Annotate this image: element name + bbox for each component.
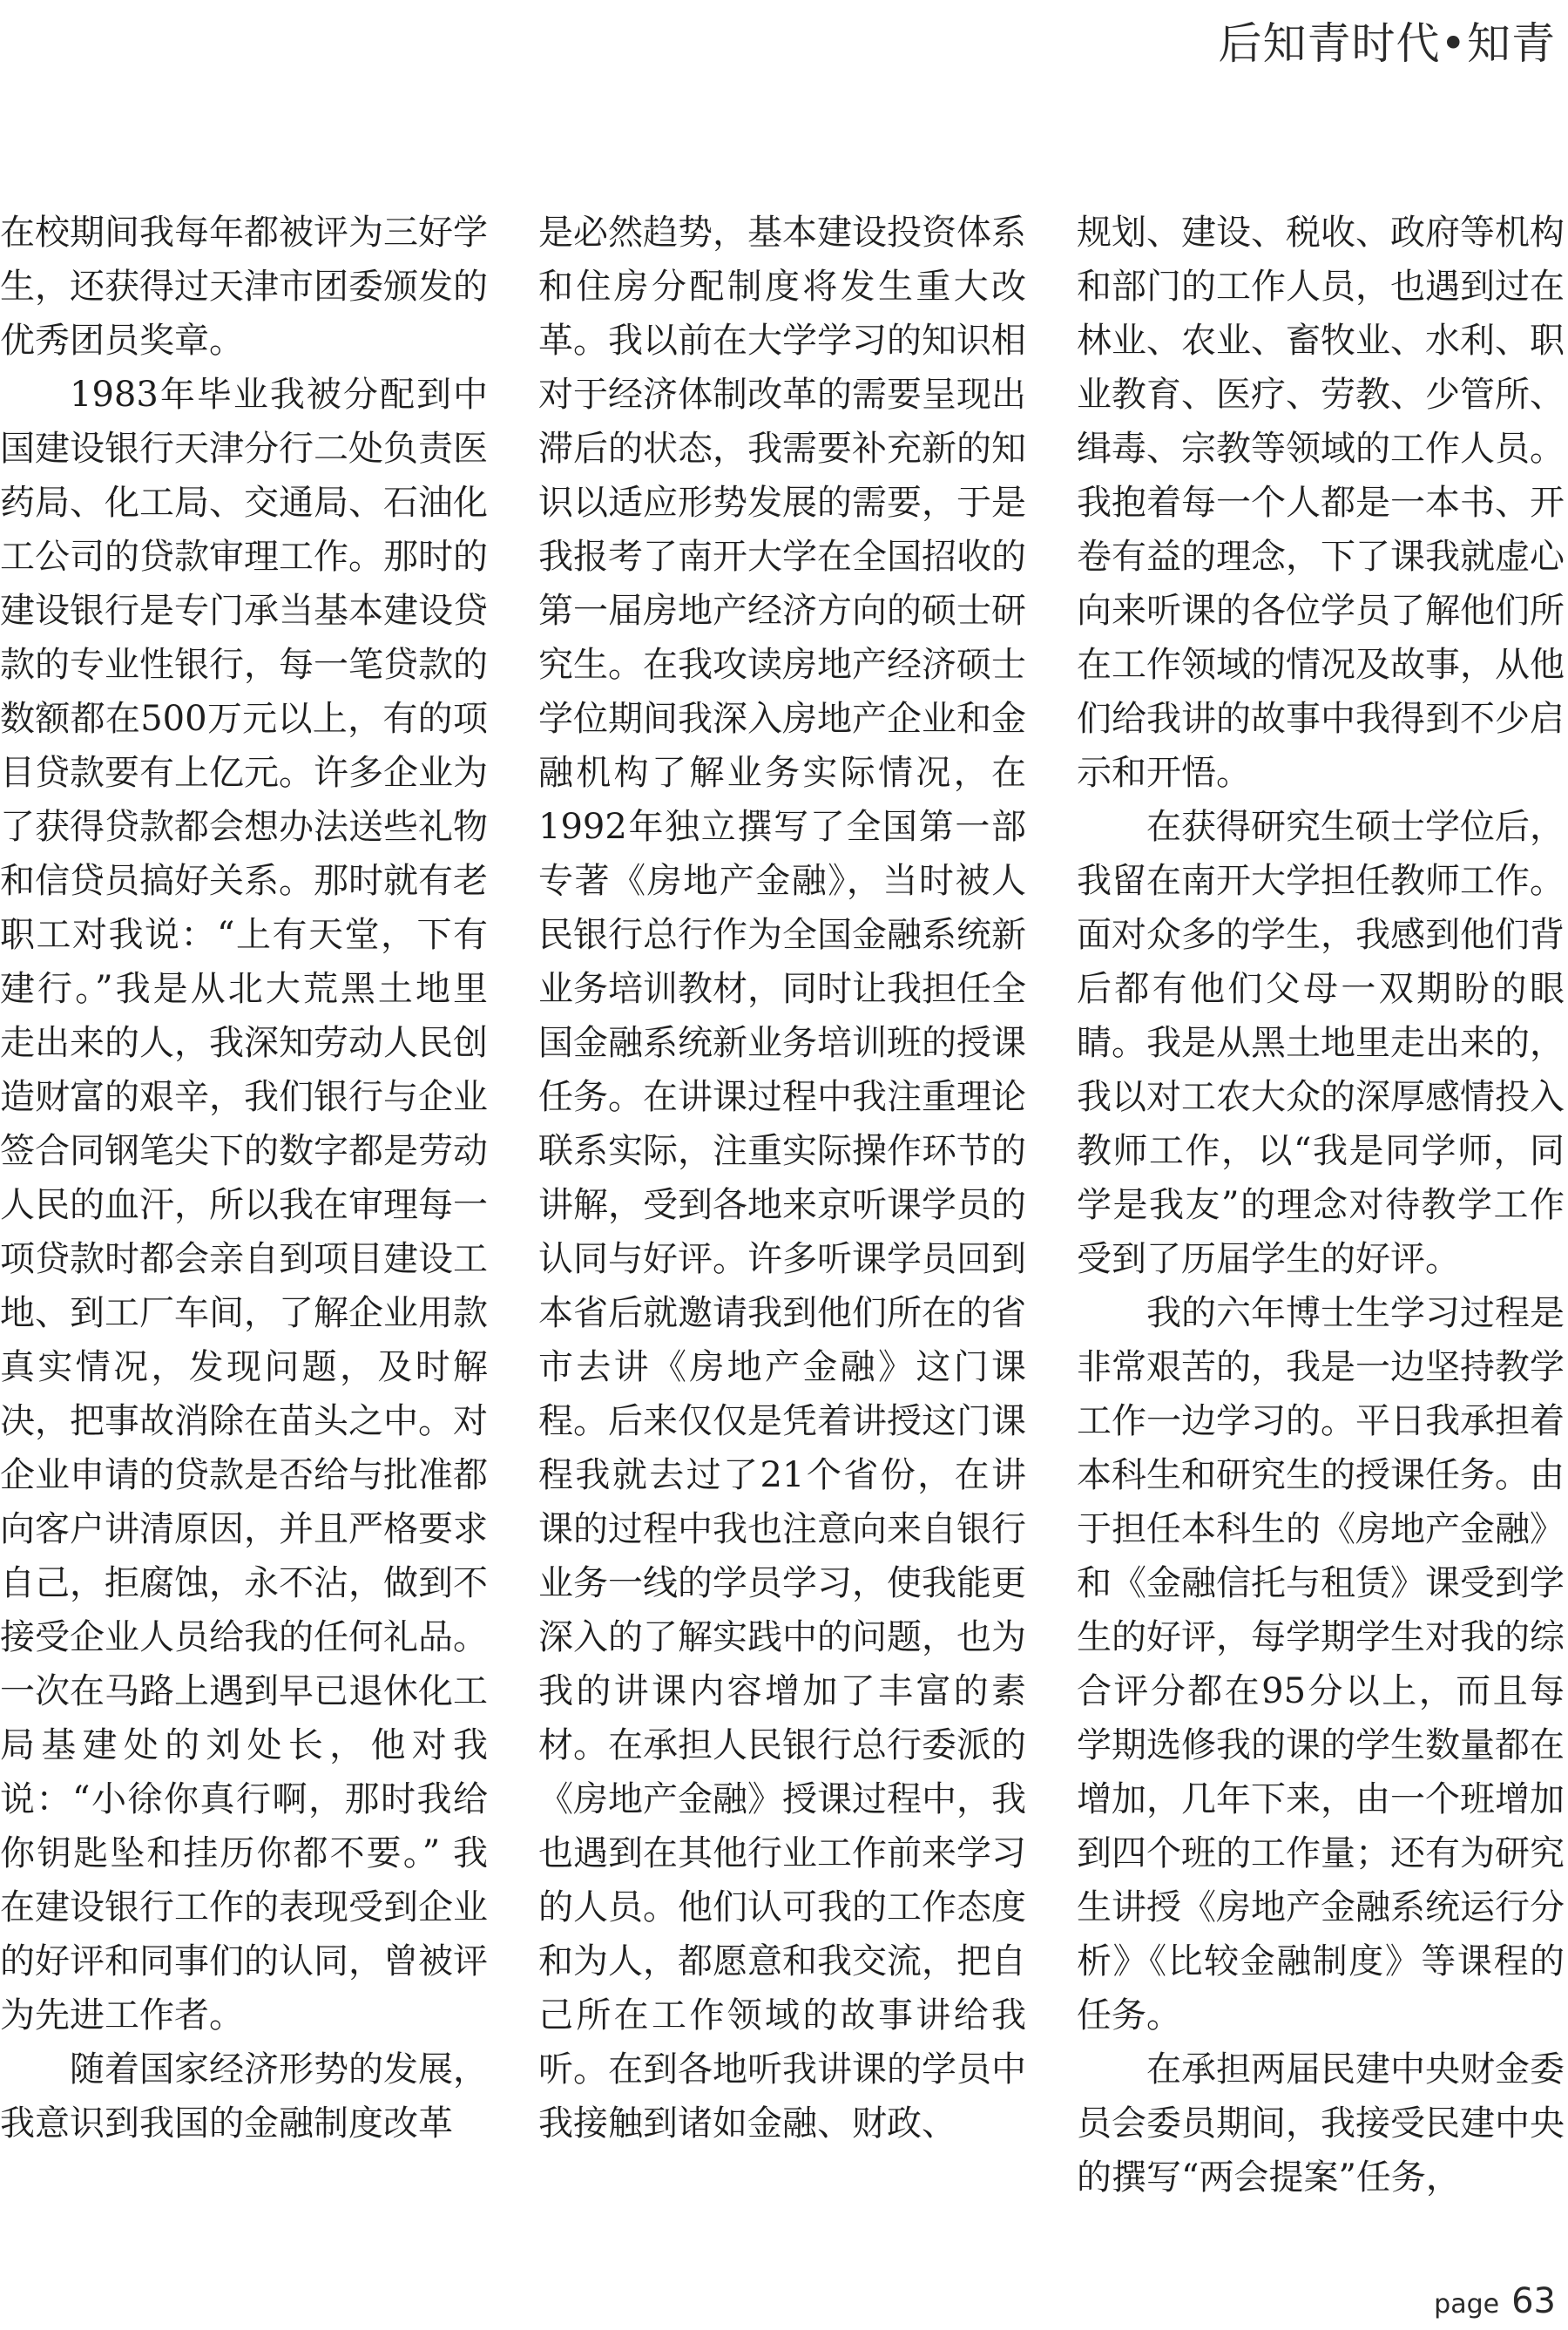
page-footer	[1434, 2281, 1556, 2321]
paragraph: 在承担两届民建中央财金委员会委员期间，我接受民建中央的撰写“两会提案”任务，	[1077, 2049, 1565, 2198]
section-title: 后知青时代•知青	[1218, 18, 1556, 69]
paragraph: 在获得研究生硕士学位后，我留在南开大学担任教师工作。面对众多的学生，我感到他们背后都有他们父母一双期盼的眼睛。我是从黑土地里走出来的，我以对工农大众的深厚感情投入教师工作，以“我是同学师，同学是我友”的理念对待教学工作受到了历届学生的好评。	[1077, 807, 1565, 1279]
paragraph: 是必然趋势，基本建设投资体系和住房分配制度将发生重大改革。我以前在大学学习的知识相对于经济体制改革的需要呈现出滞后的状态，我需要补充新的知识以适应形势发展的需要，于是我报考了南开大学在全国招收的第一届房地产经济方向的硕士研究生。在我攻读房地产经济硕士学位期间我深入房地产企业和金融机构了解业务实际情况，在1992年独立撰写了全国第一部专著《房地产金融》，当时被人民银行总行作为全国金融系统新业务培训教材，同时让我担任全国金融系统新业务培训班的授课任务。在讲课过程中我注重理论联系实际，注重实际操作环节的讲解，受到各地来京听课学员的认同与好评。许多听课学员回到本省后就邀请我到他们所在的省市去讲《房地产金融》这门课程。后来仅仅是凭着讲授这门课程我就去过了21个省份，在讲课的过程中我也注意向来自银行业务一线的学员学习，使我能更深入的了解实践中的问题，也为我的讲课内容增加了丰富的素材。在承担人民银行总行委派的《房地产金融》授课过程中，我也遇到在其他行业工作前来学习的人员。他们认可我的工作态度和为人，都愿意和我交流，把自己所在工作领域的故事讲给我听。在到各地听我讲课的学员中我接触到诸如金融、财政、	[538, 213, 1026, 2144]
text-column-3	[1077, 206, 1565, 2205]
text-column-1	[0, 206, 488, 2151]
paragraph: 在校期间我每年都被评为三好学生，还获得过天津市团委颁发的优秀团员奖章。	[0, 213, 488, 361]
paragraph: 规划、建设、税收、政府等机构和部门的工作人员，也遇到过在林业、农业、畜牧业、水利、职业教育、医疗、劳教、少管所、缉毒、宗教等领域的工作人员。我抱着每一个人都是一本书、开卷有益的理念，下了课我就虚心向来听课的各位学员了解他们所在工作领域的情况及故事，从他们给我讲的故事中我得到不少启示和开悟。	[1077, 213, 1565, 793]
text-column-2	[538, 206, 1026, 2151]
page-number: 63	[1511, 2281, 1556, 2321]
paragraph: 1983年毕业我被分配到中国建设银行天津分行二处负责医药局、化工局、交通局、石油化工公司的贷款审理工作。那时的建设银行是专门承当基本建设贷款的专业性银行，每一笔贷款的数额都在500万元以上，有的项目贷款要有上亿元。许多企业为了获得贷款都会想办法送些礼物和信贷员搞好关系。那时就有老职工对我说：“上有天堂，下有建行。”我是从北大荒黑土地里走出来的人，我深知劳动人民创造财富的艰辛，我们银行与企业签合同钢笔尖下的数字都是劳动人民的血汗，所以我在审理每一项贷款时都会亲自到项目建设工地、到工厂车间，了解企业用款真实情况，发现问题，及时解决，把事故消除在苗头之中。对企业申请的贷款是否给与批准都向客户讲清原因，并且严格要求自己，拒腐蚀，永不沾，做到不接受企业人员给我的任何礼品。一次在马路上遇到早已退休化工局基建处的刘处长，他对我说：“小徐你真行啊，那时我给你钥匙坠和挂历你都不要。” 我在建设银行工作的表现受到企业的好评和同事们的认同，曾被评为先进工作者。	[0, 375, 488, 2035]
page-label: page	[1434, 2289, 1500, 2320]
paragraph: 随着国家经济形势的发展，我意识到我国的金融制度改革	[0, 2049, 488, 2144]
paragraph: 我的六年博士生学习过程是非常艰苦的，我是一边坚持教学工作一边学习的。平日我承担着本科生和研究生的授课任务。由于担任本科生的《房地产金融》和《金融信托与租赁》课受到学生的好评，每学期学生对我的综合评分都在95分以上，而且每学期选修我的课的学生数量都在增加，几年下来，由一个班增加到四个班的工作量；还有为研究生讲授《房地产金融系统运行分析》《比较金融制度》等课程的任务。	[1077, 1293, 1565, 2035]
